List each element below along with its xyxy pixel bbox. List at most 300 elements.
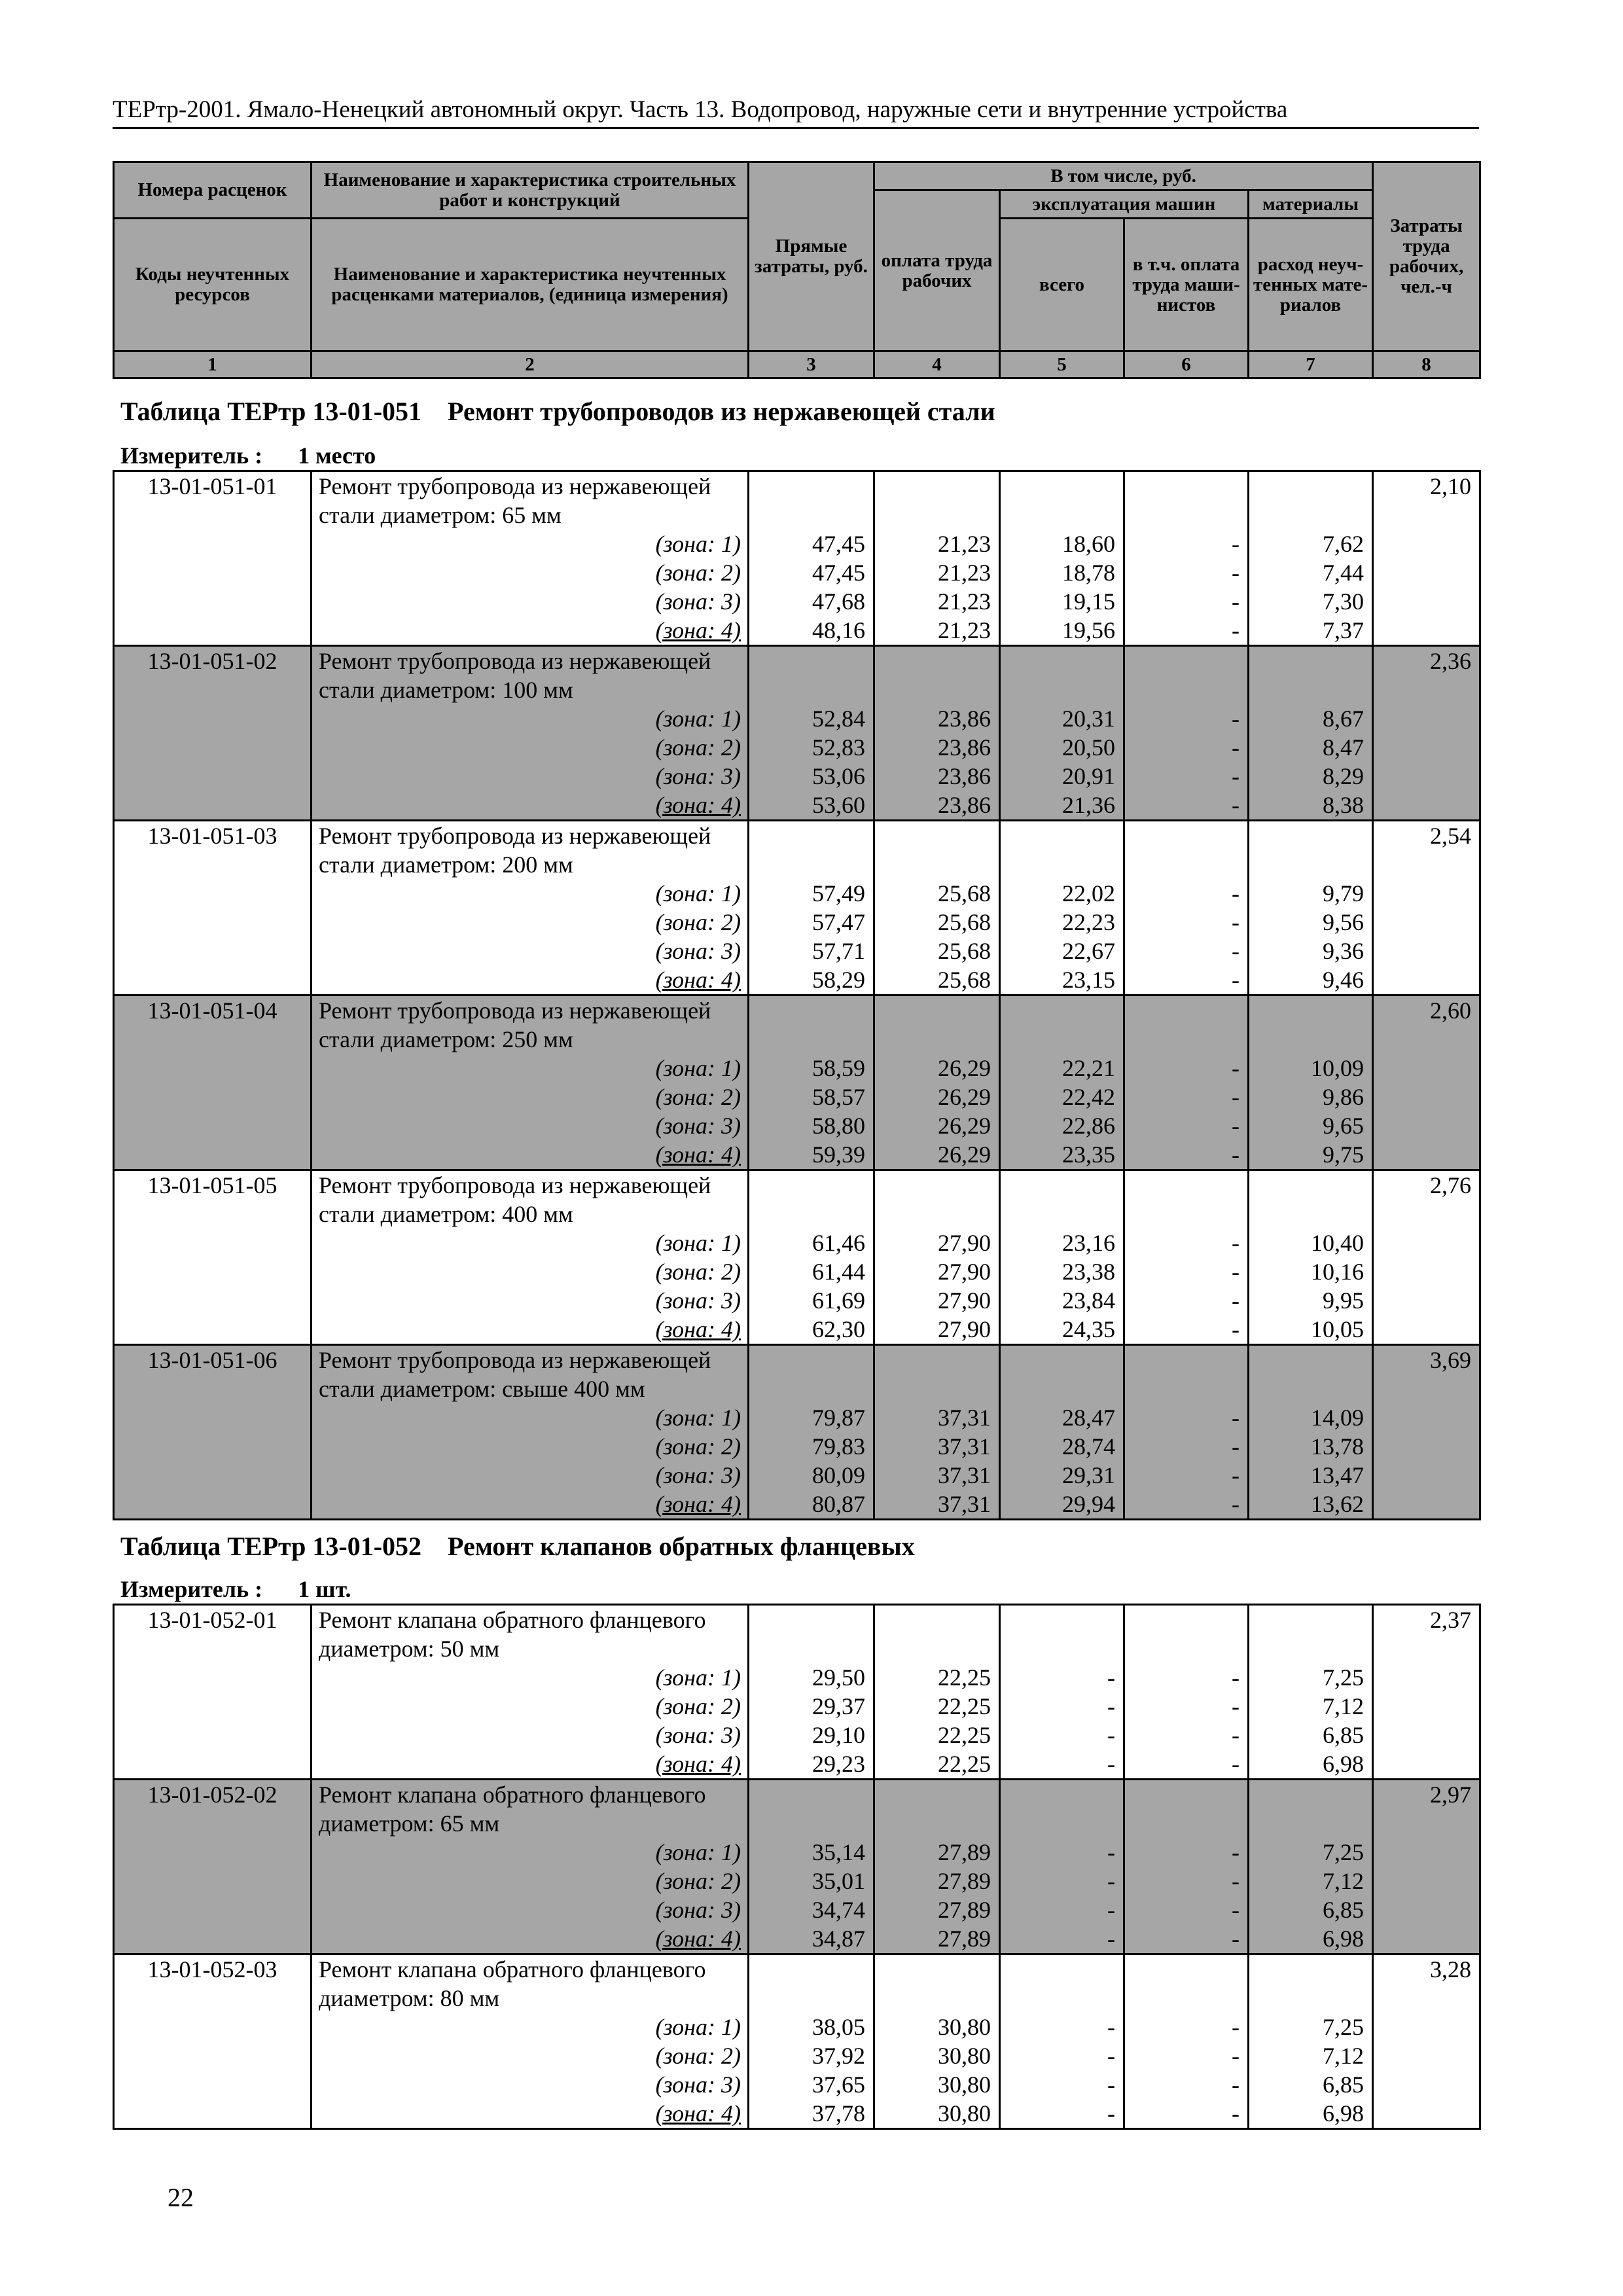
empty-cell	[114, 1257, 312, 1286]
empty-cell	[1373, 1200, 1480, 1229]
group-header: В том числе, руб.	[874, 162, 1373, 190]
empty-cell	[1373, 1140, 1480, 1170]
direct-cost: 52,83	[749, 733, 874, 762]
worker-pay: 25,68	[874, 908, 1000, 937]
materials-header: материалы	[1249, 190, 1373, 219]
table-row	[114, 1170, 1480, 1200]
empty-cell	[114, 908, 312, 937]
machines-total: 19,15	[1000, 587, 1124, 616]
machines-total: 23,15	[1000, 965, 1124, 996]
empty-cell	[1000, 675, 1124, 704]
direct-cost: 52,84	[749, 704, 874, 733]
empty-cell	[114, 675, 312, 704]
empty-cell	[1373, 1663, 1480, 1692]
empty-cell	[1373, 1025, 1480, 1054]
machinists-pay: -	[1124, 762, 1249, 791]
empty-cell	[1373, 2099, 1480, 2129]
empty-cell	[114, 1924, 312, 1954]
worker-pay: 37,31	[874, 1490, 1000, 1520]
rate-description: Ремонт трубопровода из нержавеющей	[312, 646, 749, 676]
machinists-pay: -	[1124, 529, 1249, 558]
col-number: 8	[1373, 351, 1480, 378]
materials: 9,79	[1249, 879, 1373, 908]
worker-pay: 23,86	[874, 733, 1000, 762]
col8-header: Затраты труда рабочих, чел.-ч	[1373, 162, 1480, 351]
measure-unit	[120, 441, 376, 470]
empty-cell	[1000, 1200, 1124, 1229]
machines-total: -	[1000, 1663, 1124, 1692]
empty-cell	[1373, 1054, 1480, 1083]
zone-label: (зона: 1)	[312, 529, 749, 558]
empty-cell	[749, 1954, 874, 1984]
table-title	[120, 395, 995, 428]
empty-cell	[1124, 821, 1249, 851]
table-row	[114, 1780, 1480, 1810]
materials: 14,09	[1249, 1403, 1373, 1432]
worker-pay: 26,29	[874, 1140, 1000, 1170]
empty-cell	[114, 1490, 312, 1520]
empty-cell	[114, 1749, 312, 1780]
machines-total: 20,31	[1000, 704, 1124, 733]
empty-cell	[749, 821, 874, 851]
direct-cost: 35,14	[749, 1838, 874, 1867]
empty-cell	[1373, 965, 1480, 996]
empty-cell	[1124, 1780, 1249, 1810]
empty-cell	[1373, 762, 1480, 791]
materials: 8,67	[1249, 704, 1373, 733]
zone-row	[114, 1924, 1480, 1954]
col5-header: всего	[1000, 219, 1124, 351]
table-name: Ремонт клапанов обратных фланцевых	[448, 1532, 915, 1561]
empty-cell	[1373, 587, 1480, 616]
machines-total: 20,50	[1000, 733, 1124, 762]
empty-cell	[114, 1721, 312, 1749]
empty-cell	[1373, 1895, 1480, 1924]
page-header: ТЕРтр-2001. Ямало-Ненецкий автономный округ. Часть 13. Водопровод, наружные сети и внутренние устройства	[113, 93, 1479, 129]
machinists-pay: -	[1124, 1054, 1249, 1083]
empty-cell	[114, 1838, 312, 1867]
empty-cell	[1124, 1345, 1249, 1375]
rate-description: стали диаметром: 250 мм	[312, 1025, 749, 1054]
machinists-pay: -	[1124, 616, 1249, 646]
machines-total: 23,38	[1000, 1257, 1124, 1286]
materials: 9,95	[1249, 1286, 1373, 1315]
empty-cell	[1000, 1634, 1124, 1663]
table-row	[114, 1954, 1480, 1984]
empty-cell	[1373, 1257, 1480, 1286]
empty-cell	[114, 1692, 312, 1721]
empty-cell	[1249, 850, 1373, 879]
empty-cell	[1000, 646, 1124, 676]
zone-label: (зона: 4)	[312, 1749, 749, 1780]
direct-cost: 29,37	[749, 1692, 874, 1721]
rate-description: Ремонт трубопровода из нержавеющей	[312, 471, 749, 501]
col1-bottom-header: Коды неучтенных ресурсов	[114, 219, 312, 351]
zone-label: (зона: 4)	[312, 616, 749, 646]
empty-cell	[749, 646, 874, 676]
zone-label: (зона: 2)	[312, 2041, 749, 2070]
materials: 6,98	[1249, 1924, 1373, 1954]
empty-cell	[749, 1170, 874, 1200]
zone-row	[114, 2041, 1480, 2070]
machines-total: -	[1000, 1924, 1124, 1954]
empty-cell	[1373, 1461, 1480, 1490]
empty-cell	[1000, 1025, 1124, 1054]
zone-label: (зона: 3)	[312, 1111, 749, 1140]
empty-cell	[114, 850, 312, 879]
direct-cost: 57,47	[749, 908, 874, 937]
worker-pay: 30,80	[874, 2070, 1000, 2099]
zone-row	[114, 704, 1480, 733]
rate-description: стали диаметром: свыше 400 мм	[312, 1374, 749, 1403]
rates-table-051	[113, 470, 1481, 1520]
col-number: 2	[312, 351, 749, 378]
empty-cell	[1249, 1634, 1373, 1663]
materials: 10,05	[1249, 1315, 1373, 1345]
table-row	[114, 1374, 1480, 1403]
zone-label: (зона: 3)	[312, 1721, 749, 1749]
zone-row	[114, 1403, 1480, 1432]
direct-cost: 29,50	[749, 1663, 874, 1692]
col-number: 6	[1124, 351, 1249, 378]
machinists-pay: -	[1124, 1924, 1249, 1954]
empty-cell	[874, 675, 1000, 704]
machinists-pay: -	[1124, 733, 1249, 762]
zone-label: (зона: 2)	[312, 1692, 749, 1721]
empty-cell	[114, 1200, 312, 1229]
materials: 9,75	[1249, 1140, 1373, 1170]
zone-label: (зона: 1)	[312, 2013, 749, 2041]
empty-cell	[874, 1374, 1000, 1403]
col1-top-header: Номера расценок	[114, 162, 312, 219]
machines-total: -	[1000, 1895, 1124, 1924]
empty-cell	[749, 1780, 874, 1810]
labor-cost: 3,28	[1373, 1954, 1480, 1984]
direct-cost: 58,80	[749, 1111, 874, 1140]
zone-label: (зона: 4)	[312, 1315, 749, 1345]
materials: 6,85	[1249, 2070, 1373, 2099]
empty-cell	[1249, 821, 1373, 851]
direct-cost: 47,45	[749, 529, 874, 558]
col-number: 5	[1000, 351, 1124, 378]
worker-pay: 22,25	[874, 1721, 1000, 1749]
empty-cell	[749, 1809, 874, 1838]
empty-cell	[1373, 1111, 1480, 1140]
machines-total: 29,31	[1000, 1461, 1124, 1490]
table-row	[114, 1809, 1480, 1838]
empty-cell	[1373, 501, 1480, 529]
table-row	[114, 1025, 1480, 1054]
worker-pay: 37,31	[874, 1432, 1000, 1461]
empty-cell	[114, 1895, 312, 1924]
machines-total: -	[1000, 1838, 1124, 1867]
materials: 10,16	[1249, 1257, 1373, 1286]
zone-row	[114, 587, 1480, 616]
empty-cell	[1000, 1954, 1124, 1984]
empty-cell	[874, 821, 1000, 851]
empty-cell	[1249, 1809, 1373, 1838]
table-label: Таблица ТЕРтр 13-01-051	[120, 397, 422, 426]
empty-cell	[1373, 1867, 1480, 1895]
empty-cell	[1000, 850, 1124, 879]
empty-cell	[1373, 791, 1480, 821]
empty-cell	[874, 1984, 1000, 2013]
zone-row	[114, 1140, 1480, 1170]
materials: 9,86	[1249, 1083, 1373, 1111]
rate-description: Ремонт трубопровода из нержавеющей	[312, 821, 749, 851]
empty-cell	[114, 1663, 312, 1692]
machinists-pay: -	[1124, 937, 1249, 965]
worker-pay: 30,80	[874, 2099, 1000, 2129]
worker-pay: 21,23	[874, 558, 1000, 587]
empty-cell	[1124, 1984, 1249, 2013]
worker-pay: 22,25	[874, 1663, 1000, 1692]
unit-label: Измеритель :	[120, 442, 263, 469]
zone-label: (зона: 3)	[312, 1895, 749, 1924]
labor-cost: 3,69	[1373, 1345, 1480, 1375]
empty-cell	[1000, 1984, 1124, 2013]
zone-label: (зона: 1)	[312, 1403, 749, 1432]
empty-cell	[114, 1461, 312, 1490]
worker-pay: 23,86	[874, 704, 1000, 733]
zone-row	[114, 1721, 1480, 1749]
machinists-pay: -	[1124, 1867, 1249, 1895]
empty-cell	[874, 1170, 1000, 1200]
table-name: Ремонт трубопроводов из нержавеющей стали	[448, 397, 995, 426]
empty-cell	[1249, 1025, 1373, 1054]
zone-row	[114, 1749, 1480, 1780]
materials: 9,46	[1249, 965, 1373, 996]
empty-cell	[114, 1083, 312, 1111]
worker-pay: 25,68	[874, 879, 1000, 908]
machines-total: 28,74	[1000, 1432, 1124, 1461]
machines-total: -	[1000, 1692, 1124, 1721]
machines-total: 23,16	[1000, 1229, 1124, 1257]
machinists-pay: -	[1124, 1257, 1249, 1286]
zone-label: (зона: 1)	[312, 1663, 749, 1692]
rate-description: стали диаметром: 100 мм	[312, 675, 749, 704]
machines-total: -	[1000, 1867, 1124, 1895]
zone-row	[114, 937, 1480, 965]
zone-label: (зона: 3)	[312, 587, 749, 616]
empty-cell	[1000, 996, 1124, 1026]
worker-pay: 22,25	[874, 1692, 1000, 1721]
zone-row	[114, 1663, 1480, 1692]
empty-cell	[114, 2070, 312, 2099]
materials: 13,78	[1249, 1432, 1373, 1461]
col-number: 4	[874, 351, 1000, 378]
machinists-pay: -	[1124, 2070, 1249, 2099]
empty-cell	[114, 1286, 312, 1315]
materials: 7,44	[1249, 558, 1373, 587]
worker-pay: 27,90	[874, 1257, 1000, 1286]
zone-row	[114, 791, 1480, 821]
empty-cell	[1000, 1374, 1124, 1403]
rate-code: 13-01-051-05	[114, 1170, 312, 1200]
empty-cell	[1000, 501, 1124, 529]
empty-cell	[1373, 1432, 1480, 1461]
table-title	[120, 1530, 915, 1563]
empty-cell	[874, 1025, 1000, 1054]
empty-cell	[874, 1954, 1000, 1984]
direct-cost: 47,68	[749, 587, 874, 616]
worker-pay: 27,90	[874, 1315, 1000, 1345]
machines-total: 18,60	[1000, 529, 1124, 558]
zone-row	[114, 1054, 1480, 1083]
machinists-pay: -	[1124, 1403, 1249, 1432]
empty-cell	[114, 2013, 312, 2041]
empty-cell	[1249, 1170, 1373, 1200]
direct-cost: 37,92	[749, 2041, 874, 2070]
machines-total: 23,35	[1000, 1140, 1124, 1170]
empty-cell	[114, 1809, 312, 1838]
col-number: 3	[749, 351, 874, 378]
empty-cell	[1249, 501, 1373, 529]
materials: 8,47	[1249, 733, 1373, 762]
rate-description: стали диаметром: 400 мм	[312, 1200, 749, 1229]
rate-code: 13-01-051-01	[114, 471, 312, 501]
col2-top-header: Наименование и характеристика строительных работ и конструкций	[312, 162, 749, 219]
worker-pay: 21,23	[874, 616, 1000, 646]
materials: 6,98	[1249, 2099, 1373, 2129]
rate-description: Ремонт трубопровода из нержавеющей	[312, 1345, 749, 1375]
zone-row	[114, 2099, 1480, 2129]
empty-cell	[114, 616, 312, 646]
zone-label: (зона: 4)	[312, 791, 749, 821]
rate-description: диаметром: 65 мм	[312, 1809, 749, 1838]
empty-cell	[1249, 1605, 1373, 1635]
zone-row	[114, 1111, 1480, 1140]
empty-cell	[874, 1200, 1000, 1229]
worker-pay: 27,89	[874, 1838, 1000, 1867]
rate-code: 13-01-051-03	[114, 821, 312, 851]
direct-cost: 58,57	[749, 1083, 874, 1111]
empty-cell	[1373, 1315, 1480, 1345]
empty-cell	[1000, 1809, 1124, 1838]
machines-total: -	[1000, 1721, 1124, 1749]
table-row	[114, 850, 1480, 879]
zone-label: (зона: 1)	[312, 1838, 749, 1867]
empty-cell	[749, 1374, 874, 1403]
empty-cell	[1124, 996, 1249, 1026]
table-row	[114, 646, 1480, 676]
empty-cell	[874, 996, 1000, 1026]
empty-cell	[1000, 821, 1124, 851]
direct-cost: 79,87	[749, 1403, 874, 1432]
zone-row	[114, 1692, 1480, 1721]
machinists-pay: -	[1124, 1111, 1249, 1140]
empty-cell	[749, 1605, 874, 1635]
machinists-pay: -	[1124, 879, 1249, 908]
machines-total: 20,91	[1000, 762, 1124, 791]
labor-cost: 2,76	[1373, 1170, 1480, 1200]
table-row	[114, 996, 1480, 1026]
col2-bottom-header: Наименование и характеристика неучтенных расценками материалов, (единица измерения)	[312, 219, 749, 351]
machines-total: 21,36	[1000, 791, 1124, 821]
table-row	[114, 1984, 1480, 2013]
empty-cell	[1373, 704, 1480, 733]
empty-cell	[114, 965, 312, 996]
empty-cell	[1373, 1809, 1480, 1838]
machines-total: 22,23	[1000, 908, 1124, 937]
empty-cell	[1373, 2013, 1480, 2041]
direct-cost: 37,78	[749, 2099, 874, 2129]
worker-pay: 23,86	[874, 791, 1000, 821]
col6-header: в т.ч. оплата труда маши-нистов	[1124, 219, 1249, 351]
table-row	[114, 1605, 1480, 1635]
empty-cell	[114, 501, 312, 529]
empty-cell	[1373, 1692, 1480, 1721]
rate-description: диаметром: 50 мм	[312, 1634, 749, 1663]
empty-cell	[749, 1634, 874, 1663]
direct-cost: 29,10	[749, 1721, 874, 1749]
empty-cell	[114, 1140, 312, 1170]
empty-cell	[114, 587, 312, 616]
machinists-pay: -	[1124, 908, 1249, 937]
empty-cell	[1373, 1374, 1480, 1403]
table-row	[114, 1345, 1480, 1375]
labor-cost: 2,60	[1373, 996, 1480, 1026]
machines-total: 23,84	[1000, 1286, 1124, 1315]
materials: 7,25	[1249, 1663, 1373, 1692]
worker-pay: 27,90	[874, 1229, 1000, 1257]
empty-cell	[1373, 908, 1480, 937]
materials: 6,85	[1249, 1721, 1373, 1749]
empty-cell	[114, 937, 312, 965]
empty-cell	[1373, 675, 1480, 704]
materials: 10,09	[1249, 1054, 1373, 1083]
direct-cost: 53,60	[749, 791, 874, 821]
materials: 6,85	[1249, 1895, 1373, 1924]
rate-description: Ремонт трубопровода из нержавеющей	[312, 996, 749, 1026]
machinists-pay: -	[1124, 791, 1249, 821]
empty-cell	[114, 704, 312, 733]
materials: 7,12	[1249, 1867, 1373, 1895]
machines-header: эксплуатация машин	[1000, 190, 1249, 219]
direct-cost: 47,45	[749, 558, 874, 587]
zone-label: (зона: 2)	[312, 733, 749, 762]
machinists-pay: -	[1124, 1229, 1249, 1257]
zone-label: (зона: 2)	[312, 1867, 749, 1895]
worker-pay: 37,31	[874, 1403, 1000, 1432]
column-header-table	[113, 161, 1481, 379]
machinists-pay: -	[1124, 1721, 1249, 1749]
empty-cell	[1124, 471, 1249, 501]
materials: 9,65	[1249, 1111, 1373, 1140]
machinists-pay: -	[1124, 1490, 1249, 1520]
machinists-pay: -	[1124, 1315, 1249, 1345]
table-row	[114, 1200, 1480, 1229]
machinists-pay: -	[1124, 558, 1249, 587]
rates-table-052	[113, 1604, 1481, 2130]
machines-total: -	[1000, 1749, 1124, 1780]
machinists-pay: -	[1124, 2099, 1249, 2129]
worker-pay: 30,80	[874, 2041, 1000, 2070]
direct-cost: 61,44	[749, 1257, 874, 1286]
empty-cell	[114, 1054, 312, 1083]
direct-cost: 58,59	[749, 1054, 874, 1083]
empty-cell	[1249, 1984, 1373, 2013]
empty-cell	[1124, 1605, 1249, 1635]
empty-cell	[114, 1374, 312, 1403]
zone-label: (зона: 3)	[312, 1286, 749, 1315]
table-row	[114, 675, 1480, 704]
machinists-pay: -	[1124, 1461, 1249, 1490]
empty-cell	[114, 1315, 312, 1345]
direct-cost: 29,23	[749, 1749, 874, 1780]
worker-pay: 23,86	[874, 762, 1000, 791]
zone-label: (зона: 4)	[312, 1490, 749, 1520]
